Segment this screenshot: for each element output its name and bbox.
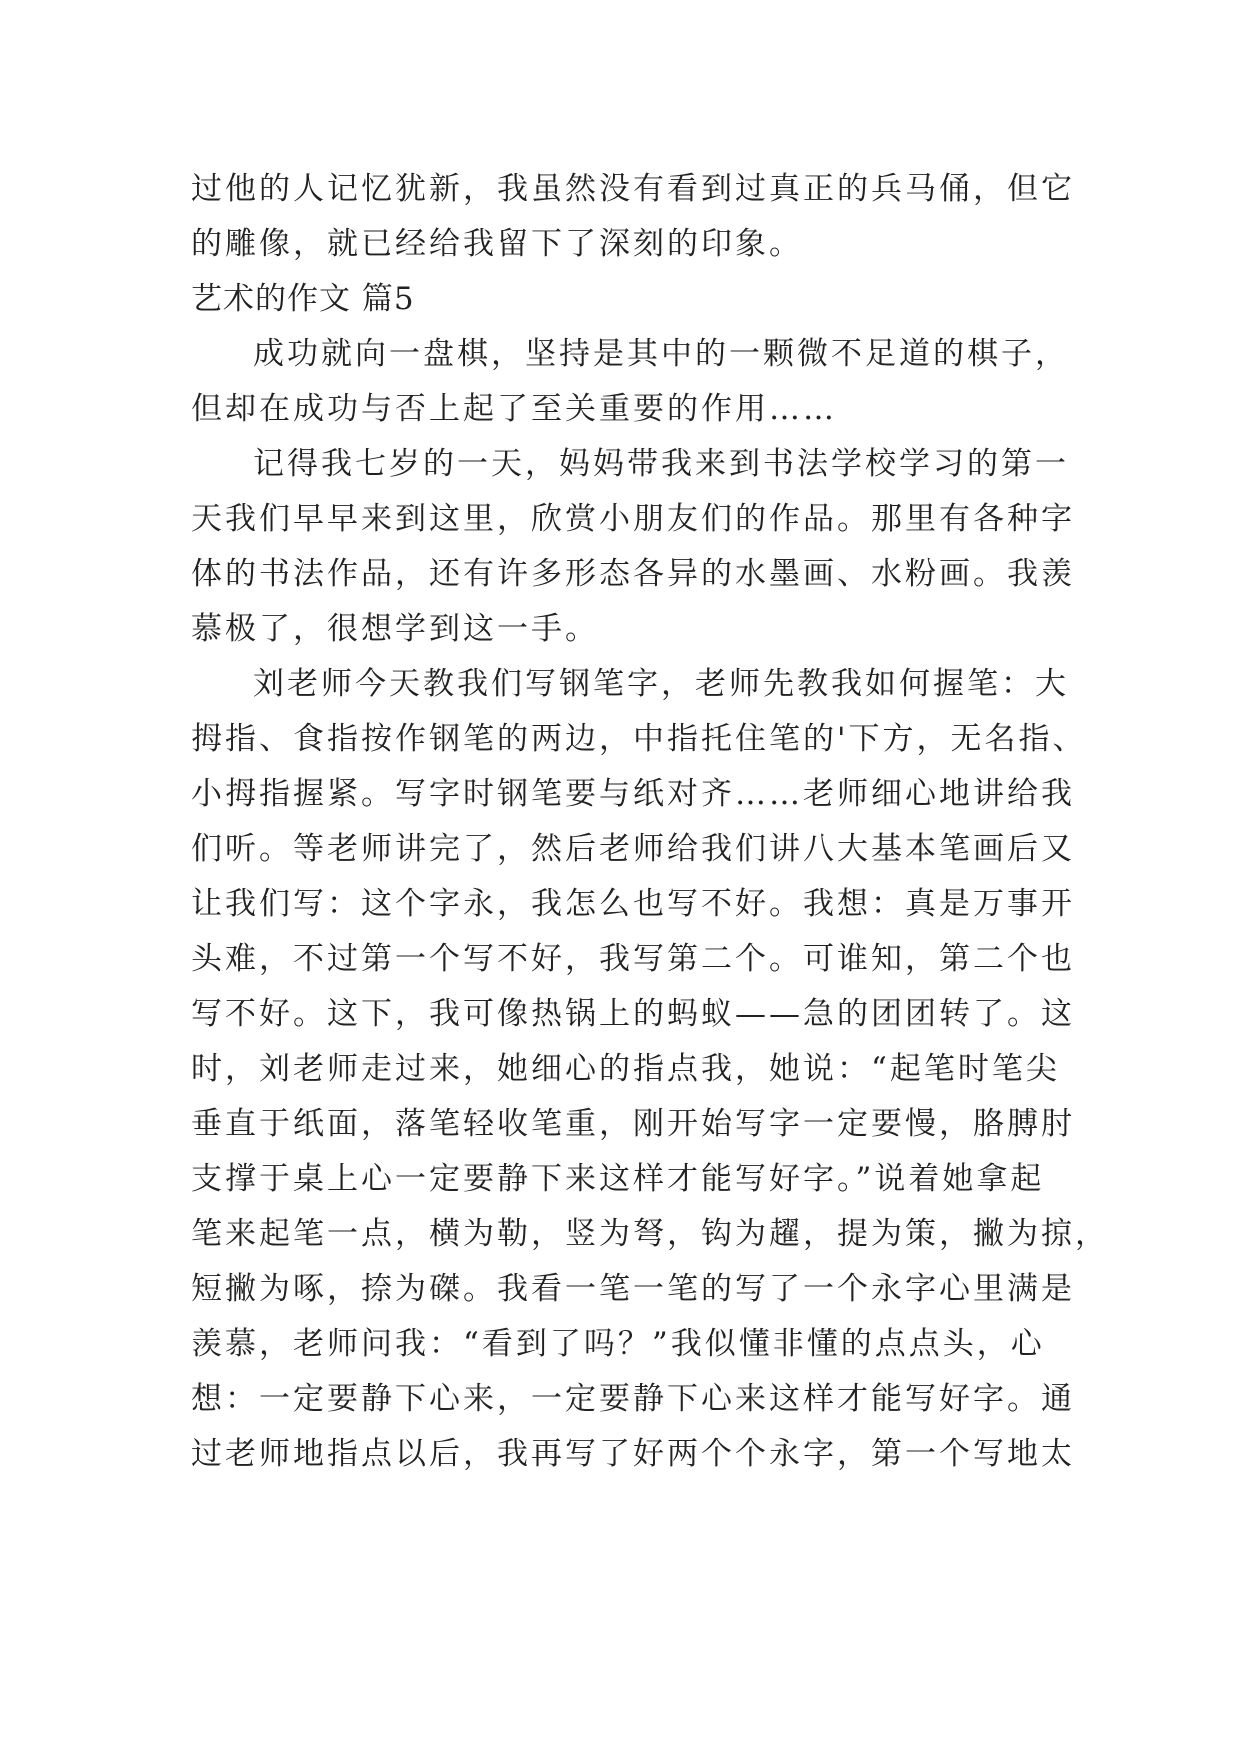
paragraph-first-line: 记得我七岁的一天，妈妈带我来到书法学校学习的第一 xyxy=(253,446,1069,482)
text-line: 想：一定要静下心来，一定要静下心来这样才能写好字。通 xyxy=(191,1381,1075,1417)
text-line: 们听。等老师讲完了，然后老师给我们讲八大基本笔画后又 xyxy=(191,831,1075,867)
text-line: 羡慕，老师问我：“看到了吗？”我似懂非懂的点点头，心 xyxy=(191,1326,1045,1362)
text-line: 短撇为啄，捺为磔。我看一笔一笔的写了一个永字心里满是 xyxy=(191,1271,1075,1307)
text-line: 写不好。这下，我可像热锅上的蚂蚁——急的团团转了。这 xyxy=(191,996,1075,1032)
text-line: 体的书法作品，还有许多形态各异的水墨画、水粉画。我羡 xyxy=(191,556,1075,592)
paragraph-first-line: 刘老师今天教我们写钢笔字，老师先教我如何握笔：大 xyxy=(253,666,1069,702)
text-line: 拇指、食指按作钢笔的两边，中指托住笔的'下方，无名指、 xyxy=(191,721,1087,757)
text-line: 垂直于纸面，落笔轻收笔重，刚开始写字一定要慢，胳膊肘 xyxy=(191,1106,1075,1142)
text-line: 头难，不过第一个写不好，我写第二个。可谁知，第二个也 xyxy=(191,941,1075,977)
text-line: 笔来起笔一点，横为勒，竖为弩，钩为趯，提为策，撇为掠， xyxy=(191,1216,1109,1252)
text-line: 时，刘老师走过来，她细心的指点我，她说：“起笔时笔尖 xyxy=(191,1051,1060,1087)
section-heading: 艺术的作文 篇5 xyxy=(191,281,415,317)
text-line: 过老师地指点以后，我再写了好两个个永字，第一个写地太 xyxy=(191,1436,1075,1472)
text-line: 过他的人记忆犹新，我虽然没有看到过真正的兵马俑，但它 xyxy=(191,171,1075,207)
text-line: 慕极了，很想学到这一手。 xyxy=(191,611,599,647)
text-line: 但却在成功与否上起了至关重要的作用…… xyxy=(191,391,837,427)
text-line: 支撑于桌上心一定要静下来这样才能写好字。”说着她拿起 xyxy=(191,1161,1045,1197)
text-line: 让我们写：这个字永，我怎么也写不好。我想：真是万事开 xyxy=(191,886,1075,922)
document-body xyxy=(191,162,1109,1482)
text-line: 天我们早早来到这里，欣赏小朋友们的作品。那里有各种字 xyxy=(191,501,1075,537)
text-line: 的雕像，就已经给我留下了深刻的印象。 xyxy=(191,226,803,262)
text-line: 小拇指握紧。写字时钢笔要与纸对齐……老师细心地讲给我 xyxy=(191,776,1075,812)
paragraph-first-line: 成功就向一盘棋，坚持是其中的一颗微不足道的棋子， xyxy=(253,336,1069,372)
